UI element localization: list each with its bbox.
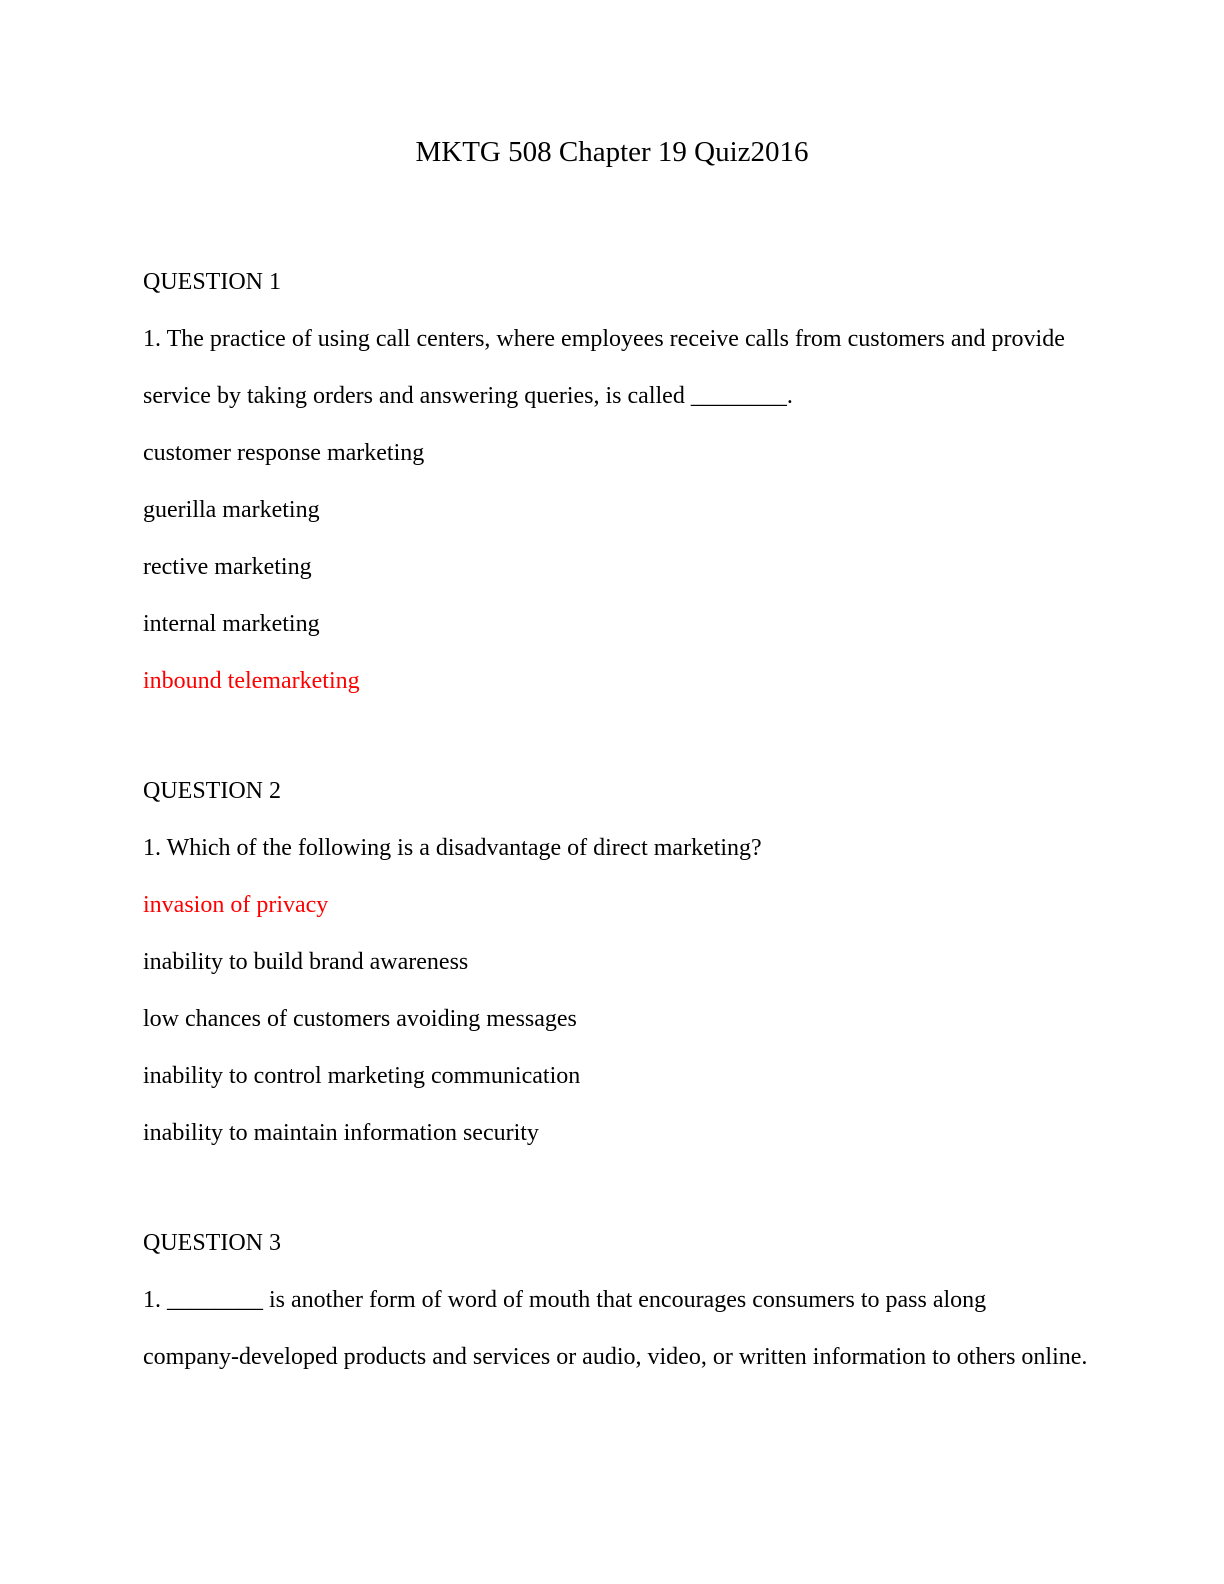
question-prompt-line: company-developed products and services or audio, video, or written information to others online. [143, 1344, 1088, 1370]
answer-option: low chances of customers avoiding messages [143, 1006, 577, 1032]
answer-option: guerilla marketing [143, 497, 320, 523]
question-prompt-line: service by taking orders and answering queries, is called ________. [143, 383, 793, 409]
question-prompt-line: 1. Which of the following is a disadvantage of direct marketing? [143, 835, 762, 861]
answer-option-highlighted: invasion of privacy [143, 892, 329, 918]
answer-option: inability to maintain information security [143, 1120, 539, 1146]
answer-option: internal marketing [143, 611, 320, 637]
question-1-section [143, 254, 1081, 710]
question-prompt-line: 1. The practice of using call centers, where employees receive calls from customers and provide [143, 326, 1065, 352]
question-3-section [143, 1215, 1088, 1386]
document-title: MKTG 508 Chapter 19 Quiz2016 [415, 136, 809, 168]
answer-option-highlighted: inbound telemarketing [143, 668, 360, 694]
question-heading: QUESTION 2 [143, 778, 281, 804]
question-heading: QUESTION 1 [143, 269, 281, 295]
answer-option: inability to control marketing communication [143, 1063, 581, 1089]
answer-option: customer response marketing [143, 440, 425, 466]
answer-option: rective marketing [143, 554, 312, 580]
question-prompt-line: 1. ________ is another form of word of mouth that encourages consumers to pass along [143, 1287, 987, 1313]
question-2-section [143, 763, 1081, 1162]
question-heading: QUESTION 3 [143, 1230, 281, 1256]
answer-option: inability to build brand awareness [143, 949, 469, 975]
